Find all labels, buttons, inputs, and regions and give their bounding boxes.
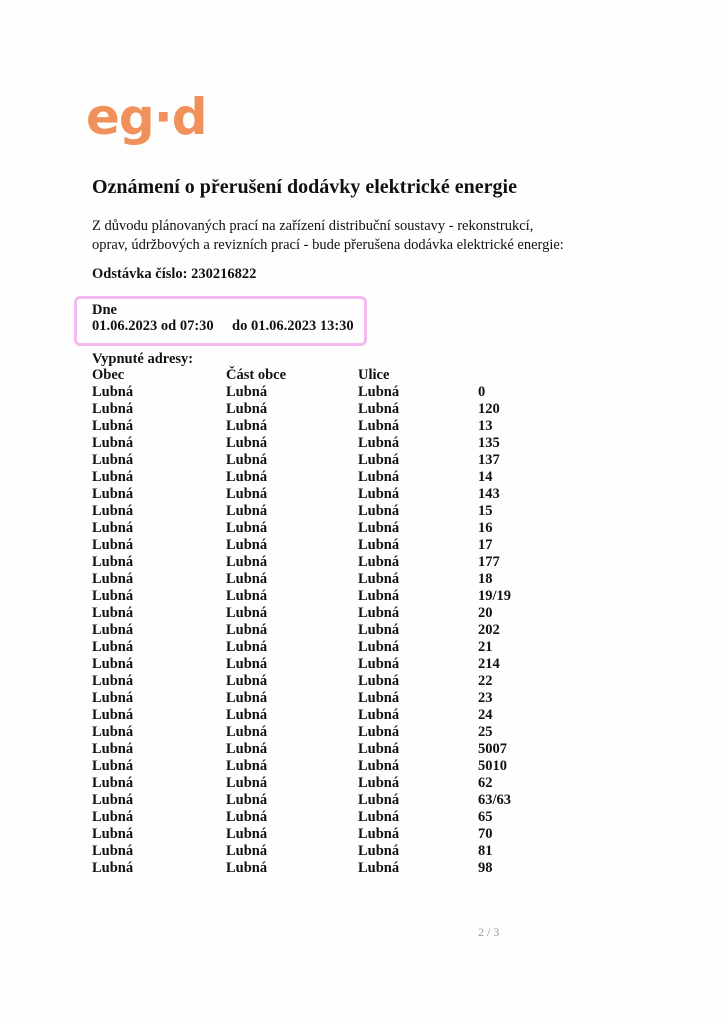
cell-number: 16 (478, 520, 493, 536)
cell-ulice: Lubná (358, 724, 400, 740)
header-ulice: Ulice (358, 367, 390, 383)
cell-cast-obce: Lubná (226, 826, 268, 842)
cell-ulice: Lubná (358, 469, 400, 485)
cell-cast-obce: Lubná (226, 809, 268, 825)
cell-ulice: Lubná (358, 452, 400, 468)
cell-obec: Lubná (92, 384, 134, 400)
header-obec: Obec (92, 367, 125, 383)
cell-obec: Lubná (92, 656, 134, 672)
cell-ulice: Lubná (358, 588, 400, 604)
cell-number: 70 (478, 826, 493, 842)
cell-number: 18 (478, 571, 493, 587)
cell-ulice: Lubná (358, 809, 400, 825)
cell-cast-obce: Lubná (226, 690, 268, 706)
cell-number: 14 (478, 469, 493, 485)
cell-cast-obce: Lubná (226, 554, 268, 570)
cell-number: 23 (478, 690, 493, 706)
cell-obec: Lubná (92, 639, 134, 655)
cell-number: 22 (478, 673, 493, 689)
cell-cast-obce: Lubná (226, 656, 268, 672)
cell-obec: Lubná (92, 452, 134, 468)
cell-obec: Lubná (92, 520, 134, 536)
cell-ulice: Lubná (358, 520, 400, 536)
cell-ulice: Lubná (358, 639, 400, 655)
cell-ulice: Lubná (358, 537, 400, 553)
cell-ulice: Lubná (358, 486, 400, 502)
cell-number: 62 (478, 775, 493, 791)
header-cast-obce: Část obce (226, 367, 287, 383)
cell-obec: Lubná (92, 435, 134, 451)
addresses-heading: Vypnuté adresy: (92, 351, 194, 367)
cell-ulice: Lubná (358, 690, 400, 706)
cell-cast-obce: Lubná (226, 707, 268, 723)
cell-number: 19/19 (478, 588, 512, 604)
cell-cast-obce: Lubná (226, 758, 268, 774)
cell-ulice: Lubná (358, 605, 400, 621)
notice-title: Oznámení o přerušení dodávky elektrické energie (92, 176, 517, 198)
cell-obec: Lubná (92, 775, 134, 791)
cell-cast-obce: Lubná (226, 486, 268, 502)
outage-number: Odstávka číslo: 230216822 (92, 266, 257, 282)
cell-ulice: Lubná (358, 401, 400, 417)
cell-number: 137 (478, 452, 500, 468)
cell-number: 13 (478, 418, 493, 434)
cell-number: 135 (478, 435, 500, 451)
cell-number: 177 (478, 554, 500, 570)
cell-cast-obce: Lubná (226, 843, 268, 859)
cell-cast-obce: Lubná (226, 435, 268, 451)
cell-obec: Lubná (92, 724, 134, 740)
date-from: 01.06.2023 od 07:30 (92, 318, 214, 334)
cell-obec: Lubná (92, 826, 134, 842)
cell-cast-obce: Lubná (226, 571, 268, 587)
cell-number: 120 (478, 401, 500, 417)
cell-obec: Lubná (92, 843, 134, 859)
cell-ulice: Lubná (358, 384, 400, 400)
cell-obec: Lubná (92, 690, 134, 706)
cell-obec: Lubná (92, 401, 134, 417)
cell-cast-obce: Lubná (226, 792, 268, 808)
cell-cast-obce: Lubná (226, 452, 268, 468)
cell-obec: Lubná (92, 622, 134, 638)
cell-number: 0 (478, 384, 486, 400)
cell-cast-obce: Lubná (226, 724, 268, 740)
egd-logo: eg·d (86, 88, 207, 146)
cell-cast-obce: Lubná (226, 639, 268, 655)
cell-cast-obce: Lubná (226, 537, 268, 553)
cell-number: 81 (478, 843, 493, 859)
cell-cast-obce: Lubná (226, 384, 268, 400)
cell-cast-obce: Lubná (226, 401, 268, 417)
cell-obec: Lubná (92, 469, 134, 485)
cell-number: 214 (478, 656, 500, 672)
cell-ulice: Lubná (358, 775, 400, 791)
cell-ulice: Lubná (358, 435, 400, 451)
cell-ulice: Lubná (358, 571, 400, 587)
cell-obec: Lubná (92, 588, 134, 604)
cell-ulice: Lubná (358, 656, 400, 672)
page-number: 2 / 3 (478, 925, 500, 939)
cell-obec: Lubná (92, 707, 134, 723)
intro-paragraph: Z důvodu plánovaných prací na zařízení distribuční soustavy - rekonstrukcí, oprav, údržbových a revizních prací - bude přerušena dodávka elektrické energie: (92, 218, 564, 253)
cell-cast-obce: Lubná (226, 775, 268, 791)
cell-cast-obce: Lubná (226, 860, 268, 876)
cell-ulice: Lubná (358, 826, 400, 842)
cell-obec: Lubná (92, 537, 134, 553)
cell-number: 98 (478, 860, 493, 876)
cell-obec: Lubná (92, 571, 134, 587)
cell-ulice: Lubná (358, 758, 400, 774)
cell-number: 17 (478, 537, 493, 553)
cell-number: 25 (478, 724, 493, 740)
cell-cast-obce: Lubná (226, 520, 268, 536)
date-label: Dne (92, 302, 117, 318)
cell-ulice: Lubná (358, 554, 400, 570)
cell-obec: Lubná (92, 554, 134, 570)
cell-obec: Lubná (92, 503, 134, 519)
cell-obec: Lubná (92, 605, 134, 621)
cell-ulice: Lubná (358, 792, 400, 808)
cell-number: 65 (478, 809, 493, 825)
cell-cast-obce: Lubná (226, 588, 268, 604)
cell-number: 143 (478, 486, 500, 502)
cell-cast-obce: Lubná (226, 418, 268, 434)
cell-number: 20 (478, 605, 493, 621)
cell-obec: Lubná (92, 418, 134, 434)
cell-ulice: Lubná (358, 843, 400, 859)
cell-number: 63/63 (478, 792, 512, 808)
cell-cast-obce: Lubná (226, 469, 268, 485)
cell-obec: Lubná (92, 860, 134, 876)
cell-ulice: Lubná (358, 622, 400, 638)
cell-obec: Lubná (92, 809, 134, 825)
cell-cast-obce: Lubná (226, 503, 268, 519)
cell-cast-obce: Lubná (226, 741, 268, 757)
cell-number: 5010 (478, 758, 507, 774)
cell-ulice: Lubná (358, 741, 400, 757)
cell-number: 15 (478, 503, 493, 519)
cell-ulice: Lubná (358, 673, 400, 689)
cell-ulice: Lubná (358, 503, 400, 519)
cell-ulice: Lubná (358, 707, 400, 723)
cell-obec: Lubná (92, 792, 134, 808)
cell-obec: Lubná (92, 741, 134, 757)
cell-cast-obce: Lubná (226, 605, 268, 621)
cell-obec: Lubná (92, 486, 134, 502)
cell-cast-obce: Lubná (226, 622, 268, 638)
cell-cast-obce: Lubná (226, 673, 268, 689)
cell-number: 202 (478, 622, 500, 638)
cell-ulice: Lubná (358, 418, 400, 434)
cell-obec: Lubná (92, 758, 134, 774)
cell-ulice: Lubná (358, 860, 400, 876)
date-to: do 01.06.2023 13:30 (232, 318, 354, 334)
cell-number: 24 (478, 707, 493, 723)
cell-number: 5007 (478, 741, 507, 757)
cell-obec: Lubná (92, 673, 134, 689)
cell-number: 21 (478, 639, 493, 655)
